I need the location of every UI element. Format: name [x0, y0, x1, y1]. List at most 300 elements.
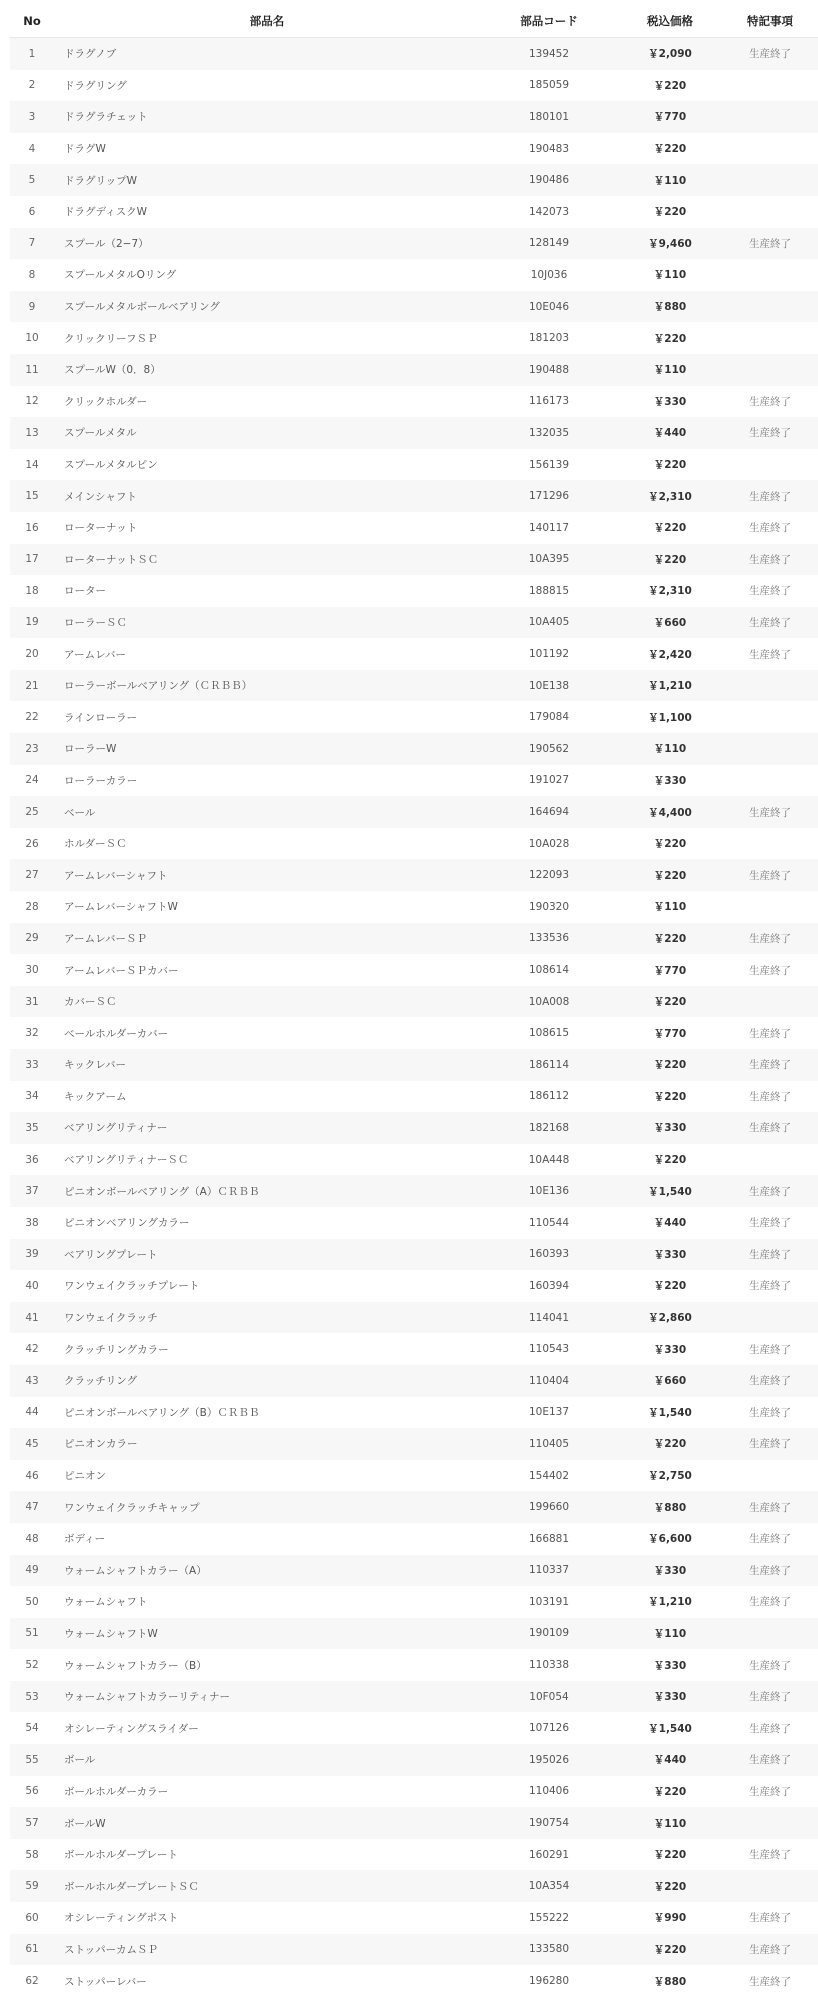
part-price: ￥660 — [618, 1365, 722, 1397]
row-number: 6 — [10, 196, 54, 228]
part-code: 108615 — [480, 1017, 618, 1049]
part-note — [722, 701, 818, 733]
part-code: 133536 — [480, 923, 618, 955]
part-note — [722, 986, 818, 1018]
table-row — [10, 796, 818, 828]
table-row — [10, 1618, 818, 1650]
part-note: 生産終了 — [722, 480, 818, 512]
row-number: 41 — [10, 1302, 54, 1334]
part-code: 179084 — [480, 701, 618, 733]
table-row — [10, 1776, 818, 1808]
part-price: ￥220 — [618, 1839, 722, 1871]
table-row — [10, 1428, 818, 1460]
table-row — [10, 512, 818, 544]
part-name: ボールホルダープレート — [54, 1839, 480, 1871]
part-note — [722, 101, 818, 133]
part-code: 190109 — [480, 1618, 618, 1650]
row-number: 20 — [10, 638, 54, 670]
part-code: 195026 — [480, 1744, 618, 1776]
part-name: ドラグW — [54, 133, 480, 165]
part-note — [722, 291, 818, 323]
header-no: No — [10, 5, 54, 38]
part-price: ￥330 — [618, 1112, 722, 1144]
table-row — [10, 1555, 818, 1587]
part-price: ￥2,420 — [618, 638, 722, 670]
row-number: 44 — [10, 1397, 54, 1429]
part-note: 生産終了 — [722, 859, 818, 891]
part-price: ￥440 — [618, 417, 722, 449]
table-row — [10, 1460, 818, 1492]
part-code: 190488 — [480, 354, 618, 386]
part-price: ￥220 — [618, 1934, 722, 1966]
table-row — [10, 638, 818, 670]
part-price: ￥220 — [618, 322, 722, 354]
table-row — [10, 1175, 818, 1207]
part-name: ストッパーレバー — [54, 1965, 480, 1997]
part-price: ￥220 — [618, 70, 722, 102]
table-row — [10, 1870, 818, 1902]
part-note — [722, 891, 818, 923]
table-row — [10, 417, 818, 449]
part-name: ボールホルダープレートＳＣ — [54, 1870, 480, 1902]
part-price: ￥110 — [618, 733, 722, 765]
part-code: 110543 — [480, 1333, 618, 1365]
part-name: クリックホルダー — [54, 386, 480, 418]
table-row — [10, 1649, 818, 1681]
part-code: 185059 — [480, 70, 618, 102]
part-note — [722, 1460, 818, 1492]
part-name: ボールW — [54, 1807, 480, 1839]
table-row — [10, 891, 818, 923]
part-code: 186112 — [480, 1081, 618, 1113]
row-number: 46 — [10, 1460, 54, 1492]
part-name: ウォームシャフトW — [54, 1618, 480, 1650]
part-code: 110338 — [480, 1649, 618, 1681]
table-row — [10, 986, 818, 1018]
part-name: オシレーティングポスト — [54, 1902, 480, 1934]
part-note — [722, 733, 818, 765]
part-price: ￥220 — [618, 1049, 722, 1081]
part-price: ￥330 — [618, 1649, 722, 1681]
part-price: ￥330 — [618, 1239, 722, 1271]
header-notes: 特記事項 — [722, 5, 818, 38]
part-name: ピニオンボールベアリング（B）ＣＲＢＢ — [54, 1397, 480, 1429]
part-note: 生産終了 — [722, 1555, 818, 1587]
part-note — [722, 70, 818, 102]
table-row — [10, 1744, 818, 1776]
row-number: 35 — [10, 1112, 54, 1144]
table-row — [10, 607, 818, 639]
header-part-code: 部品コード — [480, 5, 618, 38]
part-note: 生産終了 — [722, 1017, 818, 1049]
table-row — [10, 1712, 818, 1744]
part-name: スプールW（0．8） — [54, 354, 480, 386]
part-price: ￥1,540 — [618, 1397, 722, 1429]
part-price: ￥1,540 — [618, 1175, 722, 1207]
part-code: 190562 — [480, 733, 618, 765]
part-name: ホルダーＳＣ — [54, 828, 480, 860]
part-name: ウォームシャフトカラーリティナー — [54, 1681, 480, 1713]
part-code: 10A448 — [480, 1144, 618, 1176]
row-number: 17 — [10, 544, 54, 576]
part-price: ￥110 — [618, 259, 722, 291]
part-price: ￥220 — [618, 986, 722, 1018]
part-code: 110406 — [480, 1776, 618, 1808]
table-row — [10, 1397, 818, 1429]
part-code: 10A028 — [480, 828, 618, 860]
part-price: ￥220 — [618, 1776, 722, 1808]
part-price: ￥220 — [618, 859, 722, 891]
part-note — [722, 449, 818, 481]
part-name: ボディー — [54, 1523, 480, 1555]
part-note: 生産終了 — [722, 1586, 818, 1618]
part-note: 生産終了 — [722, 1081, 818, 1113]
part-name: ローラーボールベアリング（ＣＲＢＢ） — [54, 670, 480, 702]
part-code: 160291 — [480, 1839, 618, 1871]
part-code: 107126 — [480, 1712, 618, 1744]
part-note: 生産終了 — [722, 1681, 818, 1713]
part-price: ￥2,860 — [618, 1302, 722, 1334]
part-price: ￥220 — [618, 1428, 722, 1460]
part-code: 10E136 — [480, 1175, 618, 1207]
part-name: ローラーＳＣ — [54, 607, 480, 639]
part-code: 10E138 — [480, 670, 618, 702]
part-price: ￥220 — [618, 196, 722, 228]
table-row — [10, 544, 818, 576]
part-price: ￥220 — [618, 828, 722, 860]
row-number: 49 — [10, 1555, 54, 1587]
part-name: ウォームシャフト — [54, 1586, 480, 1618]
row-number: 31 — [10, 986, 54, 1018]
table-row — [10, 701, 818, 733]
part-price: ￥110 — [618, 354, 722, 386]
row-number: 3 — [10, 101, 54, 133]
part-note: 生産終了 — [722, 575, 818, 607]
header-part-name: 部品名 — [54, 5, 480, 38]
part-name: ドラグディスクW — [54, 196, 480, 228]
table-row — [10, 954, 818, 986]
part-code: 110404 — [480, 1365, 618, 1397]
part-name: ローター — [54, 575, 480, 607]
row-number: 11 — [10, 354, 54, 386]
part-code: 190486 — [480, 164, 618, 196]
part-name: ローターナット — [54, 512, 480, 544]
part-code: 196280 — [480, 1965, 618, 1997]
part-code: 180101 — [480, 101, 618, 133]
row-number: 10 — [10, 322, 54, 354]
table-row — [10, 196, 818, 228]
part-note — [722, 828, 818, 860]
part-note: 生産終了 — [722, 386, 818, 418]
row-number: 36 — [10, 1144, 54, 1176]
part-note — [722, 133, 818, 165]
row-number: 9 — [10, 291, 54, 323]
part-code: 182168 — [480, 1112, 618, 1144]
part-name: オシレーティングスライダー — [54, 1712, 480, 1744]
part-price: ￥4,400 — [618, 796, 722, 828]
table-row — [10, 859, 818, 891]
part-note — [722, 354, 818, 386]
table-row — [10, 480, 818, 512]
part-price: ￥9,460 — [618, 228, 722, 260]
part-price: ￥660 — [618, 607, 722, 639]
part-code: 133580 — [480, 1934, 618, 1966]
part-code: 156139 — [480, 449, 618, 481]
table-row — [10, 1365, 818, 1397]
part-note — [722, 196, 818, 228]
part-code: 10A354 — [480, 1870, 618, 1902]
part-code: 10A008 — [480, 986, 618, 1018]
row-number: 8 — [10, 259, 54, 291]
row-number: 26 — [10, 828, 54, 860]
part-name: ウォームシャフトカラー（B） — [54, 1649, 480, 1681]
table-row — [10, 1934, 818, 1966]
table-row — [10, 259, 818, 291]
row-number: 14 — [10, 449, 54, 481]
part-note: 生産終了 — [722, 1712, 818, 1744]
part-name: クラッチリングカラー — [54, 1333, 480, 1365]
row-number: 39 — [10, 1239, 54, 1271]
parts-table-container — [10, 5, 818, 1997]
part-note: 生産終了 — [722, 1776, 818, 1808]
part-name: ワンウェイクラッチプレート — [54, 1270, 480, 1302]
part-note: 生産終了 — [722, 1902, 818, 1934]
part-code: 10E137 — [480, 1397, 618, 1429]
part-note: 生産終了 — [722, 1649, 818, 1681]
part-code: 142073 — [480, 196, 618, 228]
row-number: 60 — [10, 1902, 54, 1934]
part-name: ピニオンベアリングカラー — [54, 1207, 480, 1239]
part-note: 生産終了 — [722, 638, 818, 670]
part-name: メインシャフト — [54, 480, 480, 512]
row-number: 61 — [10, 1934, 54, 1966]
part-note: 生産終了 — [722, 1175, 818, 1207]
table-row — [10, 291, 818, 323]
part-price: ￥220 — [618, 133, 722, 165]
part-code: 103191 — [480, 1586, 618, 1618]
part-price: ￥220 — [618, 1870, 722, 1902]
part-code: 10F054 — [480, 1681, 618, 1713]
row-number: 32 — [10, 1017, 54, 1049]
part-note: 生産終了 — [722, 512, 818, 544]
part-note: 生産終了 — [722, 954, 818, 986]
part-name: スプールメタルOリング — [54, 259, 480, 291]
part-name: ピニオンカラー — [54, 1428, 480, 1460]
row-number: 29 — [10, 923, 54, 955]
part-code: 140117 — [480, 512, 618, 544]
part-price: ￥220 — [618, 544, 722, 576]
part-name: スプールメタル — [54, 417, 480, 449]
table-row — [10, 354, 818, 386]
part-code: 191027 — [480, 765, 618, 797]
part-price: ￥220 — [618, 1270, 722, 1302]
part-price: ￥220 — [618, 449, 722, 481]
part-note: 生産終了 — [722, 1934, 818, 1966]
row-number: 24 — [10, 765, 54, 797]
part-name: キックアーム — [54, 1081, 480, 1113]
table-row — [10, 133, 818, 165]
part-note: 生産終了 — [722, 1397, 818, 1429]
row-number: 1 — [10, 38, 54, 70]
part-price: ￥330 — [618, 1681, 722, 1713]
row-number: 23 — [10, 733, 54, 765]
table-row — [10, 449, 818, 481]
part-code: 190483 — [480, 133, 618, 165]
part-price: ￥330 — [618, 386, 722, 418]
part-price: ￥110 — [618, 1618, 722, 1650]
part-note: 生産終了 — [722, 1049, 818, 1081]
part-name: ピニオン — [54, 1460, 480, 1492]
part-note: 生産終了 — [722, 1523, 818, 1555]
part-code: 186114 — [480, 1049, 618, 1081]
part-name: ローラーW — [54, 733, 480, 765]
row-number: 48 — [10, 1523, 54, 1555]
part-code: 181203 — [480, 322, 618, 354]
row-number: 62 — [10, 1965, 54, 1997]
table-row — [10, 1239, 818, 1271]
table-row — [10, 1902, 818, 1934]
part-note: 生産終了 — [722, 1333, 818, 1365]
part-code: 171296 — [480, 480, 618, 512]
part-name: アームレバーシャフトW — [54, 891, 480, 923]
part-note: 生産終了 — [722, 1839, 818, 1871]
table-row — [10, 38, 818, 70]
part-note: 生産終了 — [722, 1491, 818, 1523]
part-price: ￥2,090 — [618, 38, 722, 70]
part-note: 生産終了 — [722, 1270, 818, 1302]
part-name: アームレバーＳＰ — [54, 923, 480, 955]
part-price: ￥2,750 — [618, 1460, 722, 1492]
table-body — [10, 38, 818, 1997]
part-name: ベアリングリティナーＳＣ — [54, 1144, 480, 1176]
part-note: 生産終了 — [722, 923, 818, 955]
part-code: 199660 — [480, 1491, 618, 1523]
header-price: 税込価格 — [618, 5, 722, 38]
table-row — [10, 1017, 818, 1049]
part-note: 生産終了 — [722, 38, 818, 70]
part-note — [722, 1144, 818, 1176]
part-code: 122093 — [480, 859, 618, 891]
part-price: ￥330 — [618, 765, 722, 797]
table-row — [10, 1523, 818, 1555]
part-name: ベアリングリティナー — [54, 1112, 480, 1144]
part-price: ￥2,310 — [618, 480, 722, 512]
part-code: 114041 — [480, 1302, 618, 1334]
part-code: 139452 — [480, 38, 618, 70]
part-note: 生産終了 — [722, 228, 818, 260]
part-name: ドラグリップW — [54, 164, 480, 196]
part-code: 190754 — [480, 1807, 618, 1839]
part-name: スプールメタルピン — [54, 449, 480, 481]
part-name: ストッパーカムＳＰ — [54, 1934, 480, 1966]
row-number: 16 — [10, 512, 54, 544]
row-number: 58 — [10, 1839, 54, 1871]
part-note: 生産終了 — [722, 544, 818, 576]
row-number: 34 — [10, 1081, 54, 1113]
part-note — [722, 1618, 818, 1650]
part-price: ￥6,600 — [618, 1523, 722, 1555]
part-name: カバーＳＣ — [54, 986, 480, 1018]
row-number: 53 — [10, 1681, 54, 1713]
table-row — [10, 1681, 818, 1713]
part-price: ￥110 — [618, 891, 722, 923]
row-number: 15 — [10, 480, 54, 512]
row-number: 40 — [10, 1270, 54, 1302]
table-row — [10, 386, 818, 418]
part-name: アームレバーシャフト — [54, 859, 480, 891]
table-row — [10, 1586, 818, 1618]
row-number: 55 — [10, 1744, 54, 1776]
row-number: 18 — [10, 575, 54, 607]
part-code: 160394 — [480, 1270, 618, 1302]
part-price: ￥440 — [618, 1207, 722, 1239]
table-row — [10, 1049, 818, 1081]
table-row — [10, 1081, 818, 1113]
row-number: 51 — [10, 1618, 54, 1650]
row-number: 37 — [10, 1175, 54, 1207]
table-row — [10, 1270, 818, 1302]
part-note — [722, 259, 818, 291]
part-note — [722, 1870, 818, 1902]
row-number: 38 — [10, 1207, 54, 1239]
table-header — [10, 5, 818, 38]
part-price: ￥990 — [618, 1902, 722, 1934]
part-note — [722, 765, 818, 797]
table-row — [10, 670, 818, 702]
part-note: 生産終了 — [722, 1428, 818, 1460]
part-code: 110337 — [480, 1555, 618, 1587]
row-number: 57 — [10, 1807, 54, 1839]
table-row — [10, 1333, 818, 1365]
table-row — [10, 1302, 818, 1334]
part-price: ￥1,540 — [618, 1712, 722, 1744]
part-code: 164694 — [480, 796, 618, 828]
part-name: クラッチリング — [54, 1365, 480, 1397]
part-note: 生産終了 — [722, 1112, 818, 1144]
table-row — [10, 828, 818, 860]
table-row — [10, 1965, 818, 1997]
part-price: ￥440 — [618, 1744, 722, 1776]
part-name: ローラーカラー — [54, 765, 480, 797]
part-name: アームレバーＳＰカバー — [54, 954, 480, 986]
part-note: 生産終了 — [722, 417, 818, 449]
part-note — [722, 164, 818, 196]
table-row — [10, 1112, 818, 1144]
part-name: ドラグノブ — [54, 38, 480, 70]
part-price: ￥2,310 — [618, 575, 722, 607]
row-number: 30 — [10, 954, 54, 986]
row-number: 7 — [10, 228, 54, 260]
part-note: 生産終了 — [722, 1744, 818, 1776]
part-code: 10A395 — [480, 544, 618, 576]
part-note — [722, 1302, 818, 1334]
part-name: ドラグラチェット — [54, 101, 480, 133]
part-note: 生産終了 — [722, 1965, 818, 1997]
part-note: 生産終了 — [722, 1365, 818, 1397]
part-price: ￥880 — [618, 1491, 722, 1523]
part-name: ベアリングプレート — [54, 1239, 480, 1271]
part-note — [722, 322, 818, 354]
table-row — [10, 733, 818, 765]
part-price: ￥110 — [618, 164, 722, 196]
part-price: ￥220 — [618, 1081, 722, 1113]
part-code: 155222 — [480, 1902, 618, 1934]
table-row — [10, 1491, 818, 1523]
part-price: ￥770 — [618, 954, 722, 986]
part-name: アームレバー — [54, 638, 480, 670]
part-price: ￥1,210 — [618, 670, 722, 702]
row-number: 45 — [10, 1428, 54, 1460]
